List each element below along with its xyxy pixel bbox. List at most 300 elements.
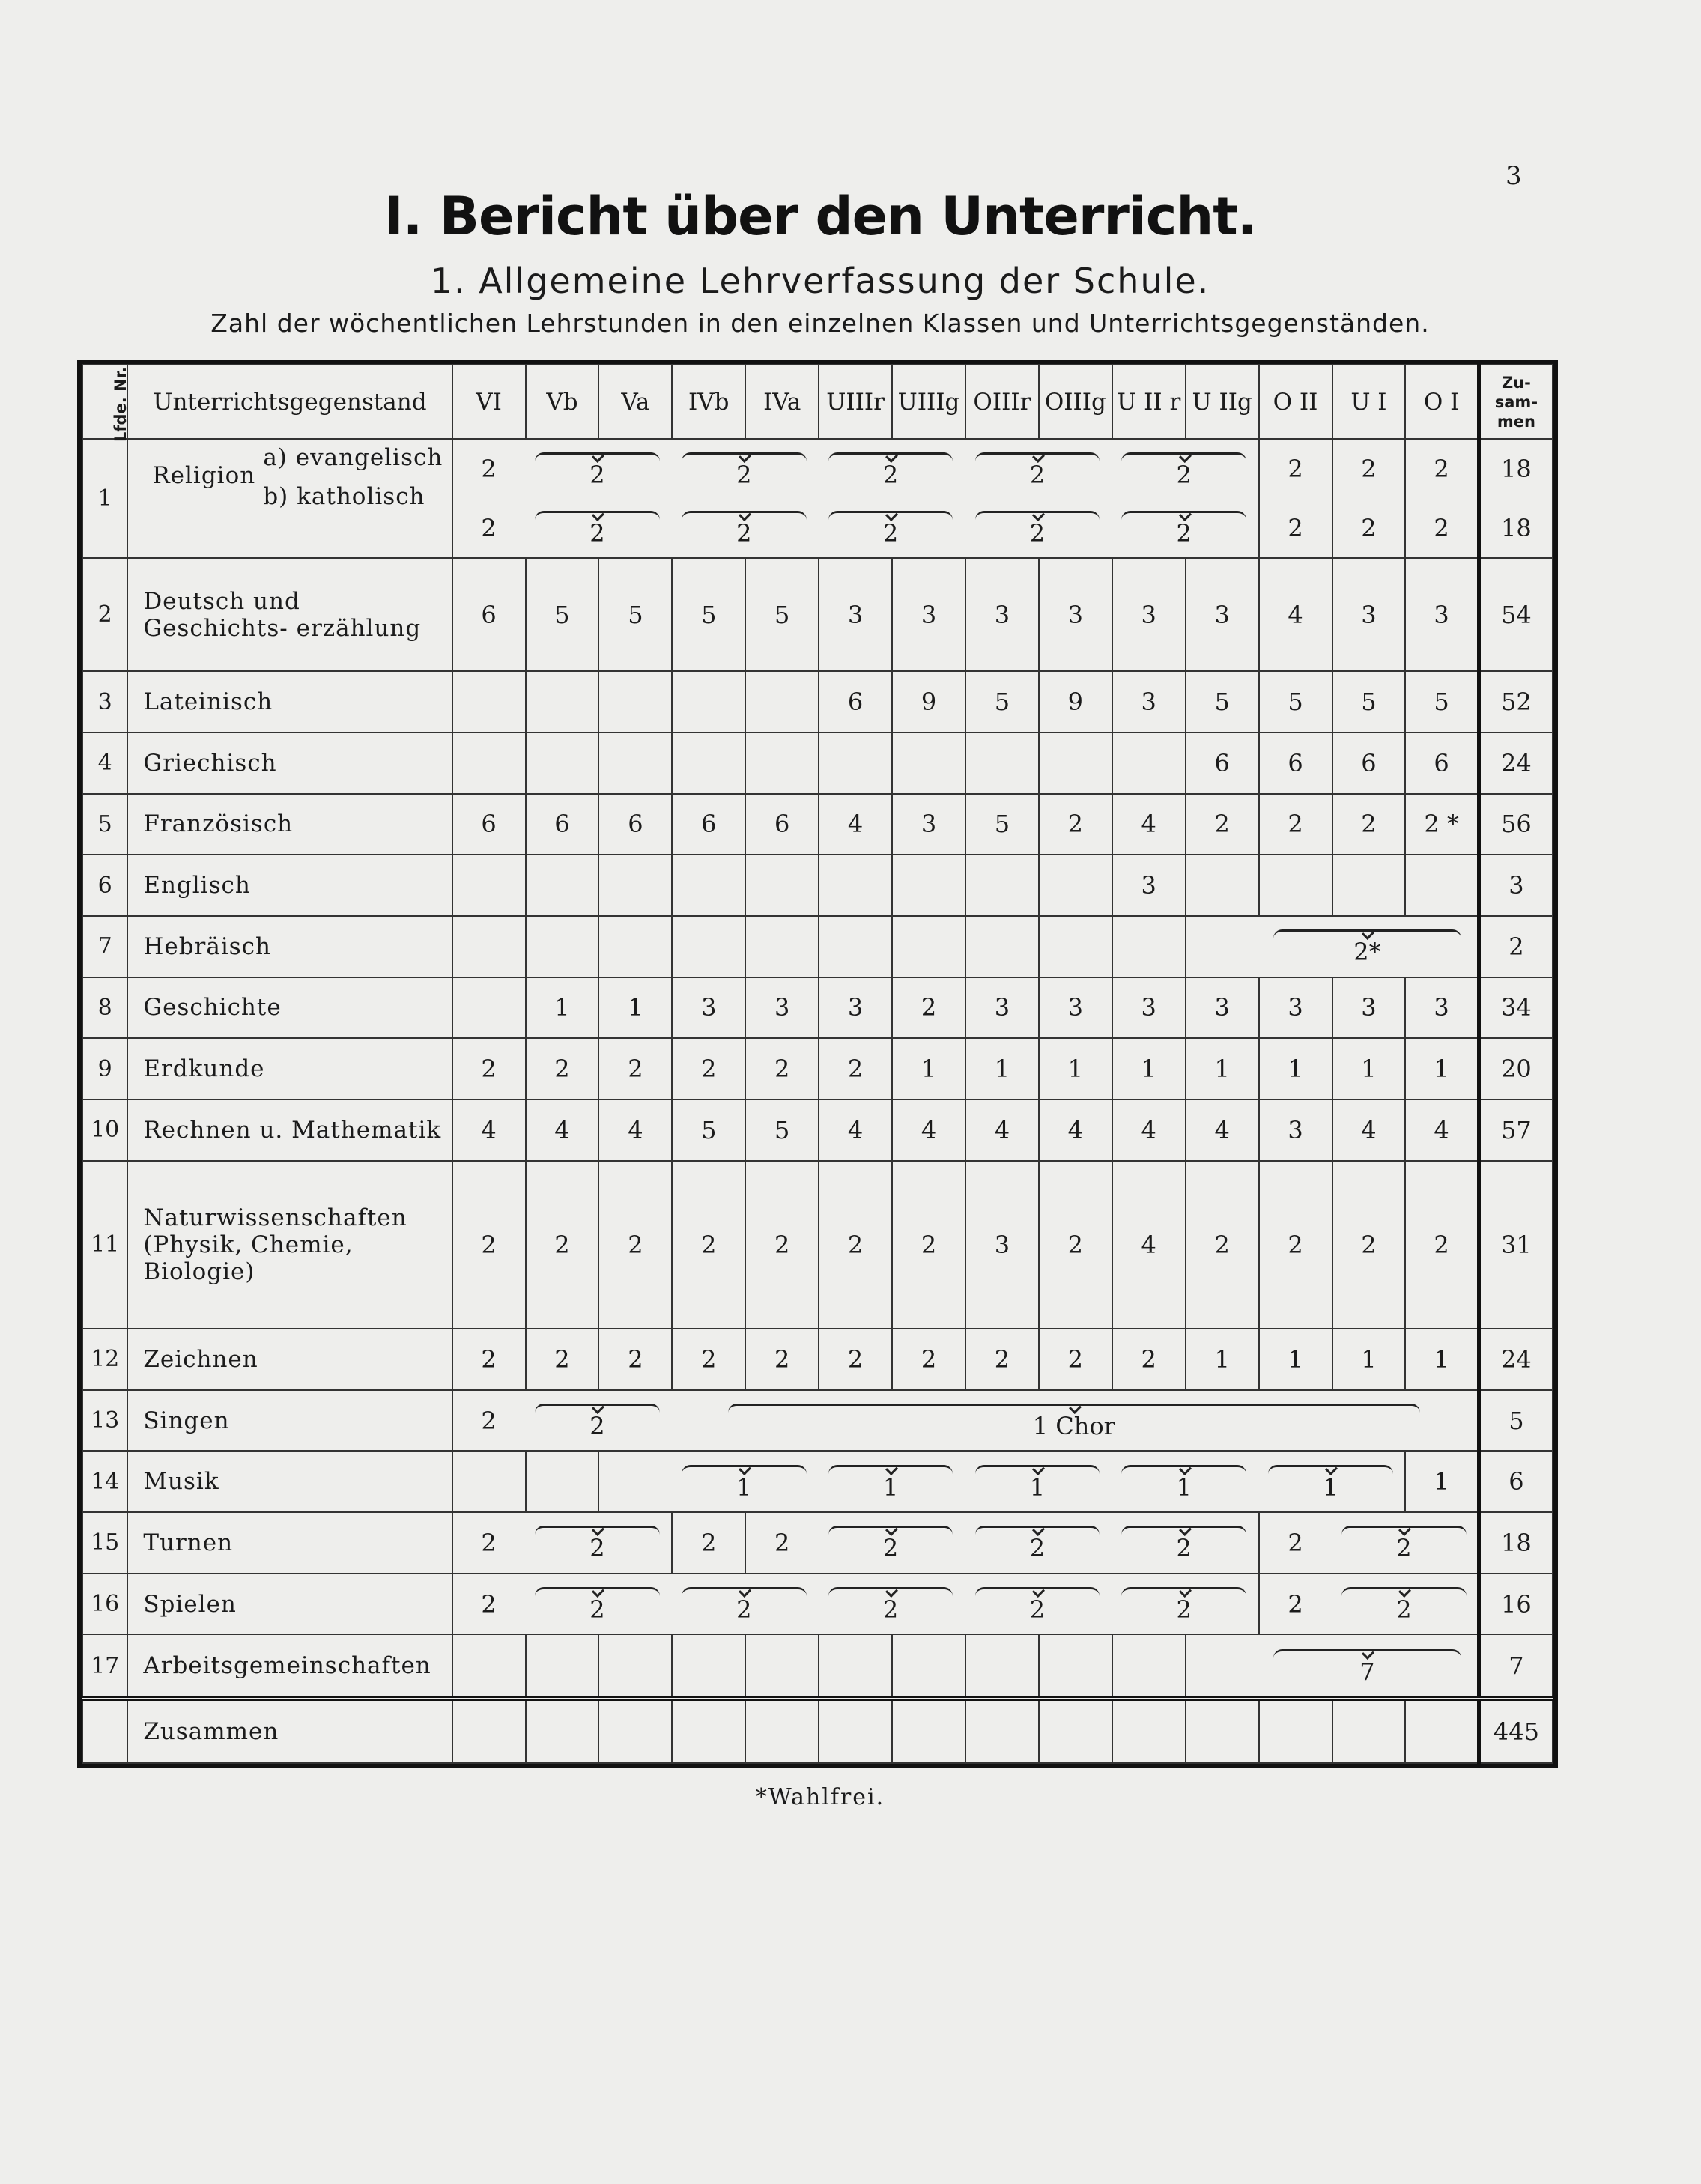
chor-cell: 1 Chor xyxy=(672,1390,745,1452)
empty-cell xyxy=(1186,916,1259,977)
value-cell: 2 xyxy=(745,1038,819,1099)
value-cell: 2 * xyxy=(1405,794,1479,855)
header-class: OIIIg xyxy=(1039,365,1112,439)
header-class: UIIIr xyxy=(819,365,892,439)
value-cell: 2 xyxy=(452,1038,526,1099)
value-cell: 3 xyxy=(1112,671,1186,732)
value-cell: 2 xyxy=(598,1161,672,1329)
value-cell xyxy=(1405,855,1479,916)
value-cell: 4 xyxy=(598,1099,672,1161)
subject-row xyxy=(82,671,1553,732)
pair-cell: 2 2 xyxy=(526,439,599,558)
header-class: UIIIg xyxy=(892,365,965,439)
value-cell: 3 xyxy=(745,977,819,1039)
row-turnen xyxy=(82,1512,1553,1574)
header-class: OIIIr xyxy=(965,365,1039,439)
subject-label: Hebräisch xyxy=(127,916,452,977)
empty-cell xyxy=(1112,916,1186,977)
value-cell: 4 xyxy=(1039,1099,1112,1161)
row-nr: 3 xyxy=(82,671,127,732)
value-cell: 6 xyxy=(819,671,892,732)
total-cell: 34 xyxy=(1479,977,1553,1039)
value-cell: 2 xyxy=(1332,1161,1406,1329)
summe-label: Zusammen xyxy=(127,1699,452,1763)
empty-cell xyxy=(598,1634,672,1699)
value-cell: 2 xyxy=(672,1161,745,1329)
empty-cell xyxy=(819,916,892,977)
row-nr: 2 xyxy=(82,558,127,671)
value-cell: 5 xyxy=(526,558,599,671)
pair-cell: 1 xyxy=(819,1451,892,1512)
row-spielen xyxy=(82,1574,1553,1635)
empty-cell xyxy=(82,1699,127,1763)
value-cell xyxy=(965,855,1039,916)
empty-cell xyxy=(1186,1699,1259,1763)
empty-cell xyxy=(672,1634,745,1699)
value-cell: 1 xyxy=(526,977,599,1039)
value-cell xyxy=(1112,732,1186,794)
total-cell: 18 xyxy=(1479,1512,1553,1574)
value-cell: 1 xyxy=(1039,1038,1112,1099)
empty-cell xyxy=(892,1634,965,1699)
value-cell xyxy=(819,855,892,916)
value-cell: 2 xyxy=(1259,794,1332,855)
total-cell: 52 xyxy=(1479,671,1553,732)
value-cell xyxy=(672,732,745,794)
value-cell: 1 xyxy=(1405,1038,1479,1099)
value-cell: 4 xyxy=(1332,1099,1406,1161)
empty-cell xyxy=(1186,1634,1259,1699)
value-cell: 3 xyxy=(819,977,892,1039)
value-cell xyxy=(452,977,526,1039)
empty-cell xyxy=(526,916,599,977)
row-nr: 7 xyxy=(82,916,127,977)
pair-cell: 2 xyxy=(1332,1512,1406,1574)
value-cell: 2 xyxy=(819,1038,892,1099)
value-cell: 2 xyxy=(672,1038,745,1099)
subject-label: Zeichnen xyxy=(127,1329,452,1390)
empty-cell xyxy=(745,1699,819,1763)
total-cell: 3 xyxy=(1479,855,1553,916)
subject-row xyxy=(82,732,1553,794)
subject-religion: Religion a) evangelisch b) katholisch xyxy=(127,439,452,558)
total-cell: 31 xyxy=(1479,1161,1553,1329)
subject-label: Geschichte xyxy=(127,977,452,1039)
empty-cell xyxy=(452,1699,526,1763)
value-cell: 3 xyxy=(1405,977,1479,1039)
row-nr: 5 xyxy=(82,794,127,855)
pair-cell: 2 xyxy=(965,1512,1039,1574)
empty-cell xyxy=(892,916,965,977)
value-cell xyxy=(892,732,965,794)
empty-cell xyxy=(819,1634,892,1699)
pair-cell: 2 xyxy=(1112,1512,1186,1574)
value-cell: 5 xyxy=(1332,671,1406,732)
header-nr: Lfde. Nr. xyxy=(82,365,127,439)
value-cell xyxy=(892,855,965,916)
value-cell: 2 xyxy=(892,1161,965,1329)
value-cell: 6 xyxy=(452,558,526,671)
value-cell: 2 xyxy=(745,1161,819,1329)
value-cell xyxy=(819,732,892,794)
value-cell: 2 xyxy=(745,1329,819,1390)
value-cell: 6 xyxy=(672,794,745,855)
value-cell: 1 xyxy=(965,1038,1039,1099)
total-cell: 24 xyxy=(1479,1329,1553,1390)
value-cell: 2 xyxy=(672,1512,745,1574)
value-cell: 6 xyxy=(526,794,599,855)
value-cell: 3 xyxy=(965,977,1039,1039)
value-cell: 4 xyxy=(1112,794,1186,855)
empty-cell xyxy=(526,1699,599,1763)
row-arbeitsgemeinschaften xyxy=(82,1634,1553,1699)
value-cell: 3 xyxy=(1259,977,1332,1039)
value-cell xyxy=(526,732,599,794)
empty-cell xyxy=(672,1699,745,1763)
value-cell: 1 xyxy=(1405,1451,1479,1512)
header-class: VI xyxy=(452,365,526,439)
subject-label: Lateinisch xyxy=(127,671,452,732)
value-cell: 3 xyxy=(1332,977,1406,1039)
pair-cell: 2 2 xyxy=(672,439,745,558)
value-cell: 2 xyxy=(452,1161,526,1329)
row-religion xyxy=(82,439,1553,558)
pair-cell: 2 xyxy=(819,1512,892,1574)
value-cell: 5 xyxy=(1259,671,1332,732)
value-cell: 1 xyxy=(892,1038,965,1099)
value-cell: 3 xyxy=(1405,558,1479,671)
header-class: IVa xyxy=(745,365,819,439)
subject-label: Spielen xyxy=(127,1574,452,1635)
value-cell: 2 xyxy=(1039,1329,1112,1390)
value-cell xyxy=(745,671,819,732)
total-cell: 2 xyxy=(1479,916,1553,977)
value-cell: 4 xyxy=(819,794,892,855)
row-nr: 10 xyxy=(82,1099,127,1161)
subject-label: Naturwissenschaften (Physik, Chemie, Biologie) xyxy=(127,1161,452,1329)
value-cell: 2 xyxy=(672,1329,745,1390)
total-cell: 57 xyxy=(1479,1099,1553,1161)
header-class: U II r xyxy=(1112,365,1186,439)
subject-label: Singen xyxy=(127,1390,452,1452)
subject-row xyxy=(82,558,1553,671)
empty-cell xyxy=(1039,1634,1112,1699)
subject-row xyxy=(82,1038,1553,1099)
value-cell: 4 xyxy=(1112,1161,1186,1329)
row-nr: 4 xyxy=(82,732,127,794)
subject-label: Arbeitsgemeinschaften xyxy=(127,1634,452,1699)
grand-total: 445 xyxy=(1479,1699,1553,1763)
value-cell: 2 xyxy=(452,1574,526,1635)
value-cell: 9 xyxy=(892,671,965,732)
lesson-table xyxy=(77,360,1558,1768)
header-class: O I xyxy=(1405,365,1479,439)
pair-cell: 2 2 xyxy=(965,439,1039,558)
header-total: Zu- sam- men xyxy=(1479,365,1553,439)
row-nr: 13 xyxy=(82,1390,127,1452)
value-cell: 2 xyxy=(598,1329,672,1390)
value-cell: 2 xyxy=(526,1329,599,1390)
row-zusammen xyxy=(82,1699,1553,1763)
value-cell: 3 xyxy=(672,977,745,1039)
header-subject: Unterrichtsgegenstand xyxy=(127,365,452,439)
value-cell: 3 xyxy=(1332,558,1406,671)
row-nr: 16 xyxy=(82,1574,127,1635)
value-cell: 5 xyxy=(1405,671,1479,732)
value-cell: 1 xyxy=(1112,1038,1186,1099)
total-cell: 5 xyxy=(1479,1390,1553,1452)
value-cell: 2 xyxy=(452,1512,526,1574)
value-cell: 2 2 xyxy=(1405,439,1479,558)
value-cell xyxy=(598,855,672,916)
value-cell: 2 xyxy=(965,1329,1039,1390)
row-hebrew xyxy=(82,916,1553,977)
value-cell: 1 xyxy=(1332,1038,1406,1099)
header-row xyxy=(82,365,1553,439)
empty-cell xyxy=(452,1634,526,1699)
value-cell: 2 xyxy=(1112,1329,1186,1390)
subject-label: Deutsch und Geschichts- erzählung xyxy=(127,558,452,671)
value-cell: 1 xyxy=(1259,1329,1332,1390)
value-cell: 2 xyxy=(598,1038,672,1099)
pair-cell: 1 xyxy=(1259,1451,1332,1512)
table-caption: Zahl der wöchentlichen Lehrstunden in den einzelnen Klassen und Unterrichtsgegenständen. xyxy=(210,309,1430,338)
value-cell: 3 xyxy=(892,558,965,671)
value-cell: 5 xyxy=(745,1099,819,1161)
total-cell: 18 18 xyxy=(1479,439,1553,558)
pair-cell: 2 xyxy=(1112,1574,1186,1635)
value-cell: 2 xyxy=(892,1329,965,1390)
value-cell: 5 xyxy=(1186,671,1259,732)
value-cell: 4 xyxy=(1405,1099,1479,1161)
value-cell: 6 xyxy=(1259,732,1332,794)
value-cell: 1 xyxy=(598,977,672,1039)
value-cell: 2 xyxy=(1039,1161,1112,1329)
subject-label: Turnen xyxy=(127,1512,452,1574)
empty-cell xyxy=(1039,916,1112,977)
value-cell xyxy=(526,671,599,732)
row-singen xyxy=(82,1390,1553,1452)
value-cell: 2 xyxy=(1405,1161,1479,1329)
value-cell: 2 xyxy=(1259,1161,1332,1329)
pair-cell: 1 xyxy=(965,1451,1039,1512)
value-cell: 5 xyxy=(965,794,1039,855)
empty-cell xyxy=(598,916,672,977)
total-cell: 20 xyxy=(1479,1038,1553,1099)
value-cell xyxy=(672,671,745,732)
row-nr: 17 xyxy=(82,1634,127,1699)
subject-label: Musik xyxy=(127,1451,452,1512)
empty-cell xyxy=(745,916,819,977)
pair-cell: 2 xyxy=(526,1512,599,1574)
value-cell: 3 xyxy=(1039,977,1112,1039)
value-cell: 2 xyxy=(1259,1574,1332,1635)
row-nr: 1 xyxy=(82,439,127,558)
pair-cell: 1 xyxy=(672,1451,745,1512)
value-cell: 2 2 xyxy=(1259,439,1332,558)
pair-cell: 2 xyxy=(965,1574,1039,1635)
value-cell xyxy=(1186,855,1259,916)
pair-cell: 2 xyxy=(526,1390,599,1452)
total-cell: 7 xyxy=(1479,1634,1553,1699)
row-nr: 9 xyxy=(82,1038,127,1099)
value-cell xyxy=(965,732,1039,794)
subject-row xyxy=(82,1161,1553,1329)
empty-cell xyxy=(819,1699,892,1763)
value-cell: 3 xyxy=(1259,1099,1332,1161)
value-cell: 2 2 xyxy=(452,439,526,558)
page-number: 3 xyxy=(1506,161,1522,191)
value-cell: 5 xyxy=(672,1099,745,1161)
value-cell: 2 xyxy=(745,1512,819,1574)
empty-cell xyxy=(1332,1699,1406,1763)
value-cell: 5 xyxy=(598,558,672,671)
value-cell: 2 xyxy=(1186,1161,1259,1329)
empty-cell xyxy=(1259,1699,1332,1763)
empty-cell xyxy=(1112,1634,1186,1699)
value-cell: 1 xyxy=(1259,1038,1332,1099)
pair-cell: 1 xyxy=(1112,1451,1186,1512)
value-cell: 2 xyxy=(819,1161,892,1329)
value-cell: 1 xyxy=(1186,1329,1259,1390)
header-class: Va xyxy=(598,365,672,439)
value-cell: 4 xyxy=(892,1099,965,1161)
total-cell: 6 xyxy=(1479,1451,1553,1512)
value-cell: 9 xyxy=(1039,671,1112,732)
subject-row xyxy=(82,855,1553,916)
empty-cell xyxy=(526,1634,599,1699)
value-cell: 4 xyxy=(1112,1099,1186,1161)
subject-label: Griechisch xyxy=(127,732,452,794)
value-cell xyxy=(745,855,819,916)
subject-row xyxy=(82,1329,1553,1390)
value-cell: 3 xyxy=(1186,977,1259,1039)
value-cell: 2 xyxy=(819,1329,892,1390)
value-cell xyxy=(1259,855,1332,916)
pair-cell: 2 xyxy=(526,1574,599,1635)
pair-cell: 2 2 xyxy=(1112,439,1186,558)
value-cell: 2 xyxy=(526,1161,599,1329)
value-cell: 6 xyxy=(745,794,819,855)
subject-label: Englisch xyxy=(127,855,452,916)
empty-cell xyxy=(965,1634,1039,1699)
value-cell: 4 xyxy=(819,1099,892,1161)
value-cell xyxy=(452,732,526,794)
pair-cell: 2 2 xyxy=(819,439,892,558)
value-cell: 6 xyxy=(1332,732,1406,794)
value-cell xyxy=(672,855,745,916)
empty-cell xyxy=(965,1699,1039,1763)
row-nr: 14 xyxy=(82,1451,127,1512)
subject-row xyxy=(82,977,1553,1039)
empty-cell xyxy=(598,1451,672,1512)
header-class: U IIg xyxy=(1186,365,1259,439)
value-cell: 3 xyxy=(819,558,892,671)
value-cell: 4 xyxy=(452,1099,526,1161)
value-cell: 3 xyxy=(1112,855,1186,916)
value-cell: 6 xyxy=(1186,732,1259,794)
empty-cell xyxy=(526,1451,599,1512)
empty-cell xyxy=(965,916,1039,977)
total-cell: 56 xyxy=(1479,794,1553,855)
header-class: O II xyxy=(1259,365,1332,439)
section-subtitle: 1. Allgemeine Lehrverfassung der Schule. xyxy=(430,261,1210,301)
value-cell: 6 xyxy=(1405,732,1479,794)
empty-cell xyxy=(452,916,526,977)
value-cell: 6 xyxy=(452,794,526,855)
value-cell: 3 xyxy=(965,558,1039,671)
value-cell: 3 xyxy=(965,1161,1039,1329)
value-cell: 4 xyxy=(1259,558,1332,671)
value-cell: 2 xyxy=(1039,794,1112,855)
header-class: U I xyxy=(1332,365,1406,439)
footnote: *Wahlfrei. xyxy=(755,1784,885,1810)
empty-cell xyxy=(598,1699,672,1763)
empty-cell xyxy=(1039,1699,1112,1763)
header-class: Vb xyxy=(526,365,599,439)
value-cell: 2 xyxy=(526,1038,599,1099)
row-nr: 15 xyxy=(82,1512,127,1574)
value-cell: 5 xyxy=(745,558,819,671)
pair-cell: 2 xyxy=(1332,1574,1406,1635)
value-cell: 3 xyxy=(1186,558,1259,671)
value-cell: 2 2 xyxy=(1332,439,1406,558)
value-cell xyxy=(526,855,599,916)
value-cell xyxy=(452,671,526,732)
value-cell: 2 xyxy=(1259,1512,1332,1574)
value-cell: 6 xyxy=(598,794,672,855)
value-cell: 2 xyxy=(1332,794,1406,855)
empty-cell xyxy=(892,1699,965,1763)
value-cell xyxy=(598,671,672,732)
value-cell: 2 xyxy=(452,1329,526,1390)
value-cell: 4 xyxy=(526,1099,599,1161)
subject-row xyxy=(82,1099,1553,1161)
pair-cell: 2* xyxy=(1259,916,1332,977)
total-cell: 54 xyxy=(1479,558,1553,671)
value-cell: 2 xyxy=(1186,794,1259,855)
total-cell: 24 xyxy=(1479,732,1553,794)
subject-label: Erdkunde xyxy=(127,1038,452,1099)
pair-cell: 2 xyxy=(672,1574,745,1635)
value-cell: 1 xyxy=(1405,1329,1479,1390)
empty-cell xyxy=(672,916,745,977)
value-cell xyxy=(598,732,672,794)
row-musik xyxy=(82,1451,1553,1512)
value-cell xyxy=(1332,855,1406,916)
value-cell: 4 xyxy=(1186,1099,1259,1161)
total-cell: 16 xyxy=(1479,1574,1553,1635)
value-cell: 5 xyxy=(672,558,745,671)
empty-cell xyxy=(1405,1699,1479,1763)
value-cell: 3 xyxy=(1112,977,1186,1039)
value-cell: 5 xyxy=(965,671,1039,732)
pair-cell: 2 xyxy=(819,1574,892,1635)
value-cell: 2 xyxy=(892,977,965,1039)
value-cell xyxy=(1039,732,1112,794)
value-cell xyxy=(1039,855,1112,916)
value-cell: 3 xyxy=(1112,558,1186,671)
empty-cell xyxy=(745,1634,819,1699)
subject-label: Französisch xyxy=(127,794,452,855)
value-cell xyxy=(745,732,819,794)
value-cell: 1 xyxy=(1332,1329,1406,1390)
subject-row xyxy=(82,794,1553,855)
value-cell xyxy=(452,855,526,916)
empty-cell xyxy=(1112,1699,1186,1763)
header-class: IVb xyxy=(672,365,745,439)
value-cell: 3 xyxy=(1039,558,1112,671)
